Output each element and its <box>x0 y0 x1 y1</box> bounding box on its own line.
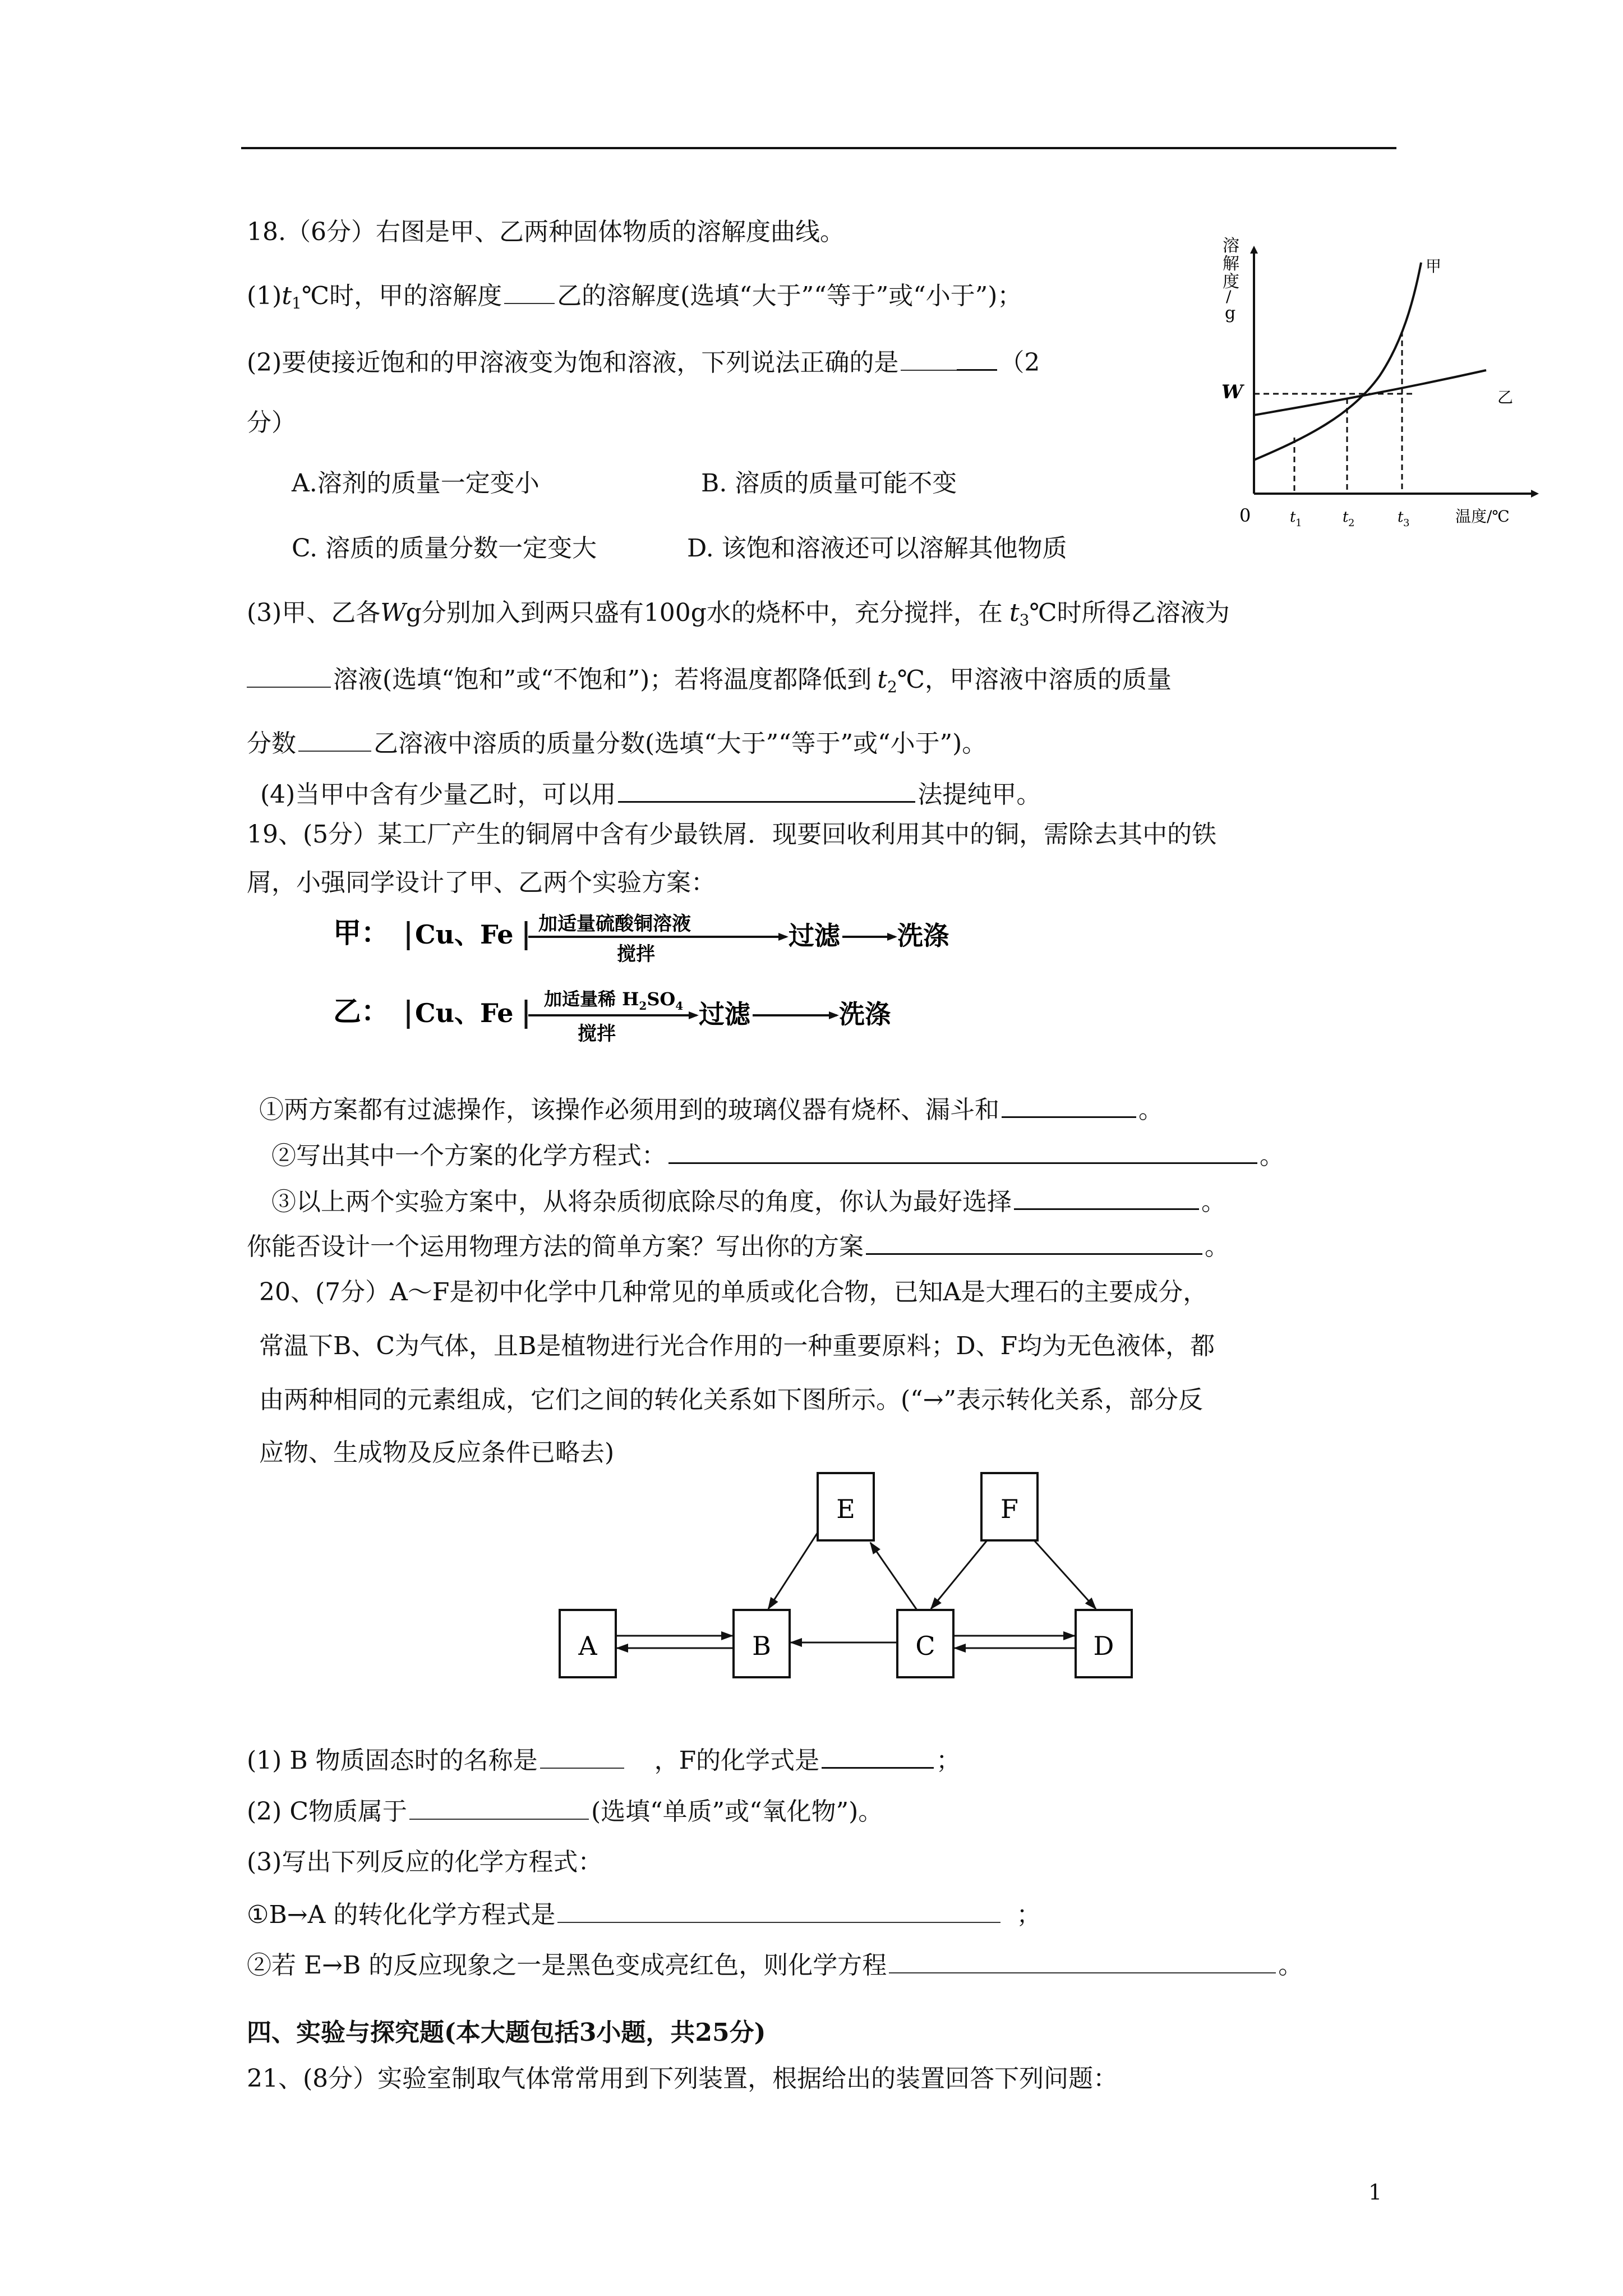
scheme-jia-stir: 搅拌 <box>617 943 655 965</box>
q20-title-1: 20、(7分）A～F是初中化学中几种常见的单质或化合物，已知A是大理石的主要成分， <box>259 1278 1208 1306</box>
t1-label-sub: 1 <box>1295 517 1302 529</box>
scheme-jia-reagent: 加适量硫酸铜溶液 <box>538 913 691 935</box>
scheme-yi-reagent: 加适量稀 $H_2SO_4$ <box>544 988 684 1013</box>
q19-sub2: ②写出其中一个方案的化学方程式： 。 <box>271 1137 1284 1173</box>
q20-relation-diagram <box>550 1470 1144 1694</box>
answer-blank[interactable] <box>889 1947 1276 1973</box>
q18-option-c: C. 溶质的质量分数一定变大 <box>292 534 597 563</box>
page-number: 1 <box>1368 2180 1382 2205</box>
q18-option-d: D. 该饱和溶液还可以溶解其他物质 <box>687 534 1067 563</box>
q18-part4: (4)当甲中含有少量乙时，可以用 法提纯甲。 <box>260 775 1041 812</box>
q21-title: 21、(8分）实验室制取气体常常用到下列装置，根据给出的装置回答下列问题： <box>247 2064 1118 2093</box>
t2-label: t <box>1343 509 1349 526</box>
scheme-yi-stir: 搅拌 <box>578 1023 616 1045</box>
answer-blank[interactable] <box>557 1896 1000 1923</box>
q19-title-2: 屑，小强同学设计了甲、乙两个实验方案： <box>247 868 716 897</box>
box-d-label: D <box>1093 1631 1114 1661</box>
t3-label-sub: 3 <box>1403 517 1410 529</box>
curve-yi <box>1254 370 1486 415</box>
t3-label: t <box>1398 509 1404 526</box>
answer-blank[interactable] <box>957 343 997 371</box>
scheme-jia-reactants: Cu、Fe <box>415 919 514 950</box>
y-axis-label: g <box>1225 303 1236 323</box>
q20-title-2: 常温下B、C为气体，且B是植物进行光合作用的一种重要原料；D、F均为无色液体，都 <box>259 1332 1215 1360</box>
q18-part3-line3: 分数 乙溶液中溶质的质量分数(选填“大于”“等于”或“小于”)。 <box>247 725 986 761</box>
q19-title-1: 19、(5分）某工厂产生的铜屑中含有少最铁屑．现要回收利用其中的铜，需除去其中的铁 <box>247 820 1217 849</box>
box-f-label: F <box>1000 1494 1018 1524</box>
q20-sub3: (3)写出下列反应的化学方程式： <box>247 1848 603 1876</box>
answer-blank[interactable] <box>504 277 555 304</box>
arrow-f-to-c <box>931 1540 987 1609</box>
arrow-e-to-b <box>768 1533 818 1609</box>
section-4-heading: 四、实验与探究题(本大题包括3小题，共25分) <box>247 2018 766 2047</box>
answer-blank[interactable] <box>822 1741 934 1769</box>
scheme-yi-step2: 洗涤 <box>839 999 891 1029</box>
q20-sub4: ①B→A 的转化化学方程式是 ； <box>247 1896 1041 1932</box>
q20-title-4: 应物、生成物及反应条件已略去) <box>259 1438 615 1467</box>
scheme-jia-step2: 洗涤 <box>897 921 949 951</box>
q18-part1: $(1)t_1℃$时，甲的溶解度 乙的溶解度(选填“大于”“等于”或“小于”)； <box>247 277 1022 320</box>
answer-blank[interactable] <box>409 1793 589 1820</box>
answer-blank[interactable] <box>618 775 915 803</box>
curve-jia <box>1254 263 1421 460</box>
solubility-graph <box>1206 224 1542 539</box>
y-axis-label: 溶 <box>1223 236 1239 256</box>
answer-blank[interactable] <box>540 1742 624 1769</box>
curve-yi-label: 乙 <box>1497 388 1514 407</box>
curve-jia-label: 甲 <box>1426 257 1442 275</box>
box-e-label: E <box>836 1494 855 1524</box>
t1-label: t <box>1290 509 1296 526</box>
y-axis-label: / <box>1226 287 1232 306</box>
scheme-yi-reactants: Cu、Fe <box>415 998 514 1028</box>
arrow-f-to-d <box>1034 1540 1096 1609</box>
answer-blank[interactable] <box>901 344 957 371</box>
answer-blank[interactable] <box>298 725 371 752</box>
q18-part3: (3)甲、乙各Wg分别加入到两只盛有100g水的烧杯中，充分搅拌，在 $t_3℃$时所得乙溶液为 <box>247 599 1230 629</box>
arrow-c-to-e <box>870 1543 917 1610</box>
box-b-label: B <box>752 1631 771 1661</box>
answer-blank[interactable] <box>866 1227 1202 1255</box>
scheme-yi-step1: 过滤 <box>699 999 750 1029</box>
q18-option-a: A.溶剂的质量一定变小 <box>292 469 540 498</box>
w-label: W <box>1221 381 1243 403</box>
q19-sub4: 你能否设计一个运用物理方法的简单方案？写出你的方案 。 <box>247 1227 1229 1264</box>
box-a-label: A <box>578 1631 597 1661</box>
q19-sub3: ③以上两个实验方案中，从将杂质彻底除尽的角度，你认为最好选择 。 <box>271 1182 1226 1219</box>
answer-blank[interactable] <box>1014 1182 1199 1210</box>
q18-part2: (2)要使接近饱和的甲溶液变为饱和溶液，下列说法正确的是 （2 <box>247 343 1040 380</box>
q18-title: 18.（6分）右图是甲、乙两种固体物质的溶解度曲线。 <box>247 218 845 246</box>
header-rule <box>241 147 1396 149</box>
box-c-label: C <box>915 1631 935 1661</box>
q20-sub1: (1) B 物质固态时的名称是 ，F的化学式是 ； <box>247 1741 961 1778</box>
q18-part3-line2: 溶液(选填“饱和”或“不饱和”)；若将温度都降低到 $t_2℃$，甲溶液中溶质的质量 <box>247 661 1172 704</box>
x-axis-label: 温度/℃ <box>1455 507 1510 526</box>
answer-blank[interactable] <box>247 661 331 688</box>
t2-label-sub: 2 <box>1348 517 1355 529</box>
q18-part2-cont: 分） <box>247 408 296 437</box>
scheme-yi-label: 乙： <box>333 995 389 1028</box>
answer-blank[interactable] <box>668 1137 1257 1164</box>
q20-sub5: ②若 E→B 的反应现象之一是黑色变成亮红色，则化学方程 。 <box>247 1947 1303 1982</box>
q19-scheme-diagram <box>325 903 1054 1049</box>
answer-blank[interactable] <box>1002 1091 1136 1118</box>
q19-sub1: ①两方案都有过滤操作，该操作必须用到的玻璃仪器有烧杯、漏斗和 。 <box>259 1091 1163 1127</box>
origin-label: 0 <box>1239 505 1251 526</box>
q18-option-b: B. 溶质的质量可能不变 <box>701 469 957 498</box>
scheme-jia-label: 甲： <box>333 916 389 949</box>
y-axis-label: 度 <box>1223 272 1239 292</box>
y-axis-label: 解 <box>1223 254 1239 274</box>
scheme-jia-step1: 过滤 <box>789 921 840 951</box>
q20-sub2: (2) C物质属于 (选填“单质”或“氧化物”)。 <box>247 1793 883 1829</box>
q20-title-3: 由两种相同的元素组成，它们之间的转化关系如下图所示。(“→”表示转化关系，部分反 <box>259 1386 1204 1414</box>
